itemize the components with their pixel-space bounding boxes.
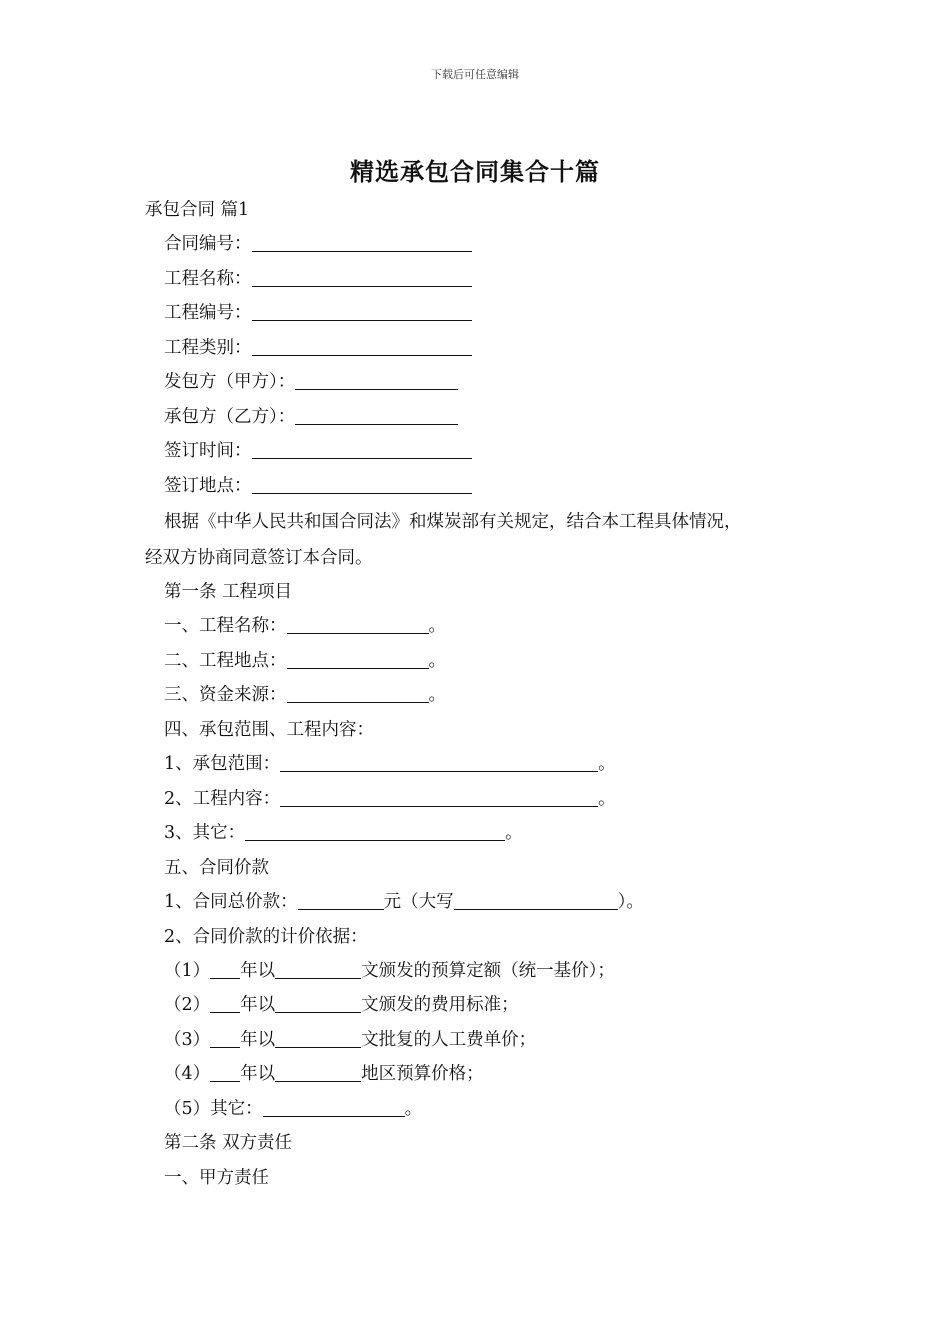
period: 。 (428, 685, 446, 705)
price-yuan-label: 元（大写 (383, 892, 454, 912)
field-label: 工程类别： (164, 338, 252, 358)
section-label: 承包合同 篇1 (145, 200, 250, 220)
article2-heading: 第二条 双方责任 (164, 1133, 293, 1153)
item-label: 2、工程内容： (164, 789, 281, 809)
scope-sub1 (164, 752, 616, 776)
field-sign-place (164, 474, 472, 498)
blank-line (210, 960, 240, 979)
price-basis-heading: 2、合同价款的计价依据： (164, 927, 368, 947)
period: 。 (404, 1099, 423, 1119)
basis-year-label: 年以 (240, 1030, 276, 1050)
field-label: 工程名称： (164, 269, 252, 289)
period: 。 (598, 754, 616, 774)
blank-line (295, 406, 458, 425)
blank-line (210, 1063, 240, 1082)
basis-number: （4） (164, 1064, 211, 1084)
article1-item-scope: 四、承包范围、工程内容： (164, 720, 374, 740)
article1-item-location (164, 649, 446, 673)
field-project-number (164, 301, 472, 325)
article2-item1: 一、甲方责任 (164, 1168, 269, 1188)
period: 。 (598, 789, 616, 809)
blank-line (295, 371, 458, 390)
basis-item (164, 993, 519, 1017)
field-label: 发包方（甲方）： (164, 372, 296, 392)
blank-line (252, 337, 472, 356)
blank-line (287, 615, 429, 634)
item-label: 三、资金来源： (164, 685, 287, 705)
article1-item-name (164, 614, 446, 638)
basis-year-label: 年以 (240, 961, 276, 981)
blank-line (275, 994, 361, 1013)
basis-number: （3） (164, 1030, 211, 1050)
field-label: 承包方（乙方）： (164, 407, 296, 427)
field-project-name (164, 267, 472, 291)
blank-line (210, 1029, 240, 1048)
item-label: 二、工程地点： (164, 651, 287, 671)
field-party-b (164, 405, 458, 429)
document-title: 精选承包合同集合十篇 (350, 157, 600, 186)
article1-heading: 第一条 工程项目 (164, 582, 293, 602)
price-close: ）。 (617, 892, 644, 912)
blank-line (252, 302, 472, 321)
blank-line (252, 475, 472, 494)
basis-number: （1） (164, 961, 211, 981)
blank-line (275, 960, 361, 979)
header-note: 下载后可任意编辑 (431, 68, 519, 81)
field-label: 工程编号： (164, 303, 252, 323)
blank-line (263, 1098, 405, 1117)
item-label: 3、其它： (164, 823, 246, 843)
basis-text: 文批复的人工费单价； (361, 1030, 537, 1050)
blank-line (454, 891, 618, 910)
intro-paragraph-line1: 根据《中华人民共和国合同法》和煤炭部有关规定，结合本工程具体情况， (164, 512, 742, 532)
item-label: 1、承包范围： (164, 754, 281, 774)
field-label: 签订地点： (164, 476, 252, 496)
basis-item (164, 1028, 536, 1052)
basis-number: （2） (164, 995, 211, 1015)
period: 。 (428, 651, 446, 671)
blank-line (275, 1063, 361, 1082)
period: 。 (428, 616, 446, 636)
basis-year-label: 年以 (240, 995, 276, 1015)
scope-sub3 (164, 821, 523, 845)
field-label: 合同编号： (164, 234, 252, 254)
article1-item-price: 五、合同价款 (164, 858, 269, 878)
blank-line (252, 268, 472, 287)
blank-line (280, 788, 598, 807)
blank-line (287, 684, 429, 703)
blank-line (210, 994, 240, 1013)
blank-line (252, 233, 472, 252)
basis-number: （5）其它： (164, 1099, 263, 1119)
basis-text: 文颁发的预算定额（统一基价）； (361, 961, 615, 981)
item-label: 一、工程名称： (164, 616, 287, 636)
price-total (164, 890, 644, 914)
blank-line (280, 753, 598, 772)
basis-year-label: 年以 (240, 1064, 276, 1084)
blank-line (245, 822, 505, 841)
blank-line (252, 440, 472, 459)
article1-item-funding (164, 683, 446, 707)
basis-item (164, 1062, 484, 1086)
basis-text: 文颁发的费用标准； (361, 995, 519, 1015)
intro-paragraph-line2: 经双方协商同意签订本合同。 (145, 548, 373, 568)
basis-text: 地区预算价格； (361, 1064, 484, 1084)
period: 。 (505, 823, 523, 843)
field-party-a (164, 370, 458, 394)
field-label: 签订时间： (164, 441, 252, 461)
field-contract-number (164, 232, 472, 256)
basis-item (164, 959, 615, 983)
field-project-type (164, 336, 472, 360)
item-label: 1、合同总价款： (164, 892, 298, 912)
basis-item-other (164, 1097, 422, 1121)
blank-line (287, 650, 429, 669)
field-sign-time (164, 439, 472, 463)
blank-line (275, 1029, 361, 1048)
blank-line (298, 891, 384, 910)
scope-sub2 (164, 787, 616, 811)
